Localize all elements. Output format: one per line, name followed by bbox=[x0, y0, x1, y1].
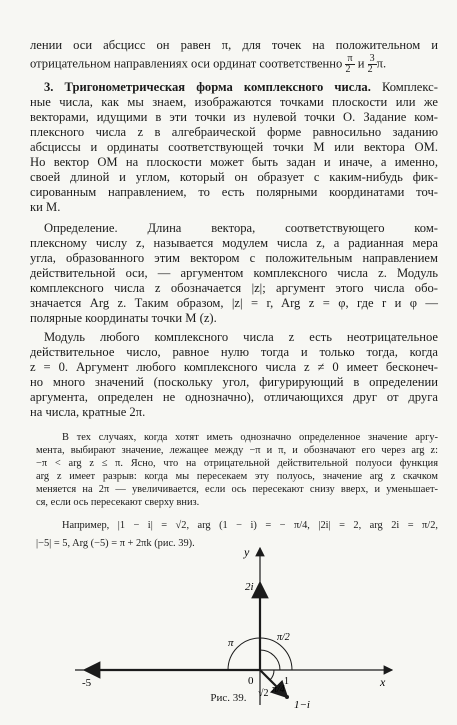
text-line: сированным направлением, то есть полярными координатами точ- bbox=[30, 185, 438, 199]
text-line: лении оси абсцисс он равен π, для точек на положительном и bbox=[30, 38, 438, 52]
text-line: действительное число, равное нулю тогда и только тогда, когда bbox=[30, 345, 438, 359]
text-fragment: Комплекс- bbox=[381, 80, 438, 94]
tick-minus5: -5 bbox=[82, 677, 92, 689]
text-line: абсциссы и ординаты соответствующей точки M или вектора OM. bbox=[30, 140, 438, 154]
text-line: полярные координаты точки M (z). bbox=[30, 311, 217, 325]
text-line: Модуль любого комплексного числа z есть неотрицательное bbox=[44, 330, 438, 344]
text-line: плексного числа z в алгебраической форме равносильно заданию bbox=[30, 125, 438, 139]
tick-1: 1 bbox=[284, 676, 289, 687]
text-fragment: отрицательном направлениях оси ординат соответственно bbox=[30, 56, 343, 71]
text-fragment: и bbox=[357, 56, 365, 71]
arc-pi-over-2 bbox=[260, 650, 280, 670]
footnote-line: меняется на 2π — увеличивается, если ось пересекают снизу вверх, и уменьшает- bbox=[36, 484, 438, 495]
x-axis-label: x bbox=[380, 675, 386, 689]
fraction-denominator: 2 bbox=[345, 64, 351, 75]
fraction-numerator: 3 bbox=[369, 53, 375, 64]
tick-origin: 0 bbox=[248, 675, 254, 687]
footnote-line: arg z имеет разрыв: когда мы пересекаем эту полуось, значение arg z скачком bbox=[36, 471, 438, 482]
text-line: аргумента, определен не однозначно), отличающихся друг от друга bbox=[30, 390, 438, 404]
text-line: комплексного числа z обозначается |z|; аргумент этого числа обо- bbox=[30, 281, 438, 295]
tick-2i: 2i bbox=[245, 581, 254, 593]
footnote-line: −π < arg z ≤ π. Ясно, что на отрицательной действительной полуоси функция bbox=[36, 458, 438, 469]
text-fragment: π. bbox=[376, 56, 387, 71]
text-line: на числа, кратные 2π. bbox=[30, 405, 146, 419]
footnote-line: ся, если ось пересекают сверху вниз. bbox=[36, 497, 200, 508]
section-title: 3. Тригонометрическая форма комплексного числа. bbox=[44, 80, 371, 94]
fraction-denominator: 2 bbox=[367, 64, 373, 75]
footnote-line: В тех случаях, когда хотят иметь однозначно определенное значение аргу- bbox=[62, 432, 438, 443]
text-line: Определение. Длина вектора, соответствующего ком- bbox=[44, 221, 438, 235]
arc-pi-over-4 bbox=[270, 670, 274, 680]
text-line: своей длиной и углом, который он образует с каким-нибудь фик- bbox=[30, 170, 438, 184]
text-line: но много значений (поскольку угол, фигурирующий в определении bbox=[30, 375, 438, 389]
label-point: 1−i bbox=[294, 699, 310, 711]
figure-caption: Рис. 39. bbox=[210, 692, 247, 704]
y-axis-label: y bbox=[244, 545, 250, 559]
text-line: значается Arg z. Таким образом, |z| = r, Arg z = φ, где r и φ — bbox=[30, 296, 438, 310]
text-line: ки M. bbox=[30, 200, 61, 214]
label-sqrt2: √2 bbox=[258, 688, 269, 699]
fraction-numerator: π bbox=[347, 53, 353, 64]
text-line: ные числа, как мы знаем, изображаются точками плоскости или же bbox=[30, 95, 438, 109]
text-line: действительной оси, — аргументом комплексного числа z. Модуль bbox=[30, 266, 438, 280]
text-line: плексному числу z, называется модулем числа z, а радианная мера bbox=[30, 236, 438, 250]
label-pi-over-4: π/4 bbox=[272, 684, 285, 695]
label-pi: π bbox=[228, 637, 234, 649]
example-line: Например, |1 − i| = √2, arg (1 − i) = − π/4, |2i| = 2, arg 2i = π/2, bbox=[62, 520, 438, 531]
text-line: Но вектор OM на плоскости может быть задан и иначе, а именно, bbox=[30, 155, 438, 169]
text-line: угла, образованного этим вектором с положительным направлением bbox=[30, 251, 438, 265]
footnote-line: мента, выбирают значение, лежащее между −π и π, и обозначают его через arg z: bbox=[36, 445, 438, 456]
text-line: векторами, идущими в эти точки из нулевой точки O. Задание ком- bbox=[30, 110, 438, 124]
text-line: z = 0. Аргумент любого комплексного числа z ≠ 0 имеет бесконеч- bbox=[30, 360, 438, 374]
label-pi-over-2: π/2 bbox=[277, 632, 290, 643]
example-line: |−5| = 5, Arg (−5) = π + 2πk (рис. 39). bbox=[36, 538, 195, 549]
